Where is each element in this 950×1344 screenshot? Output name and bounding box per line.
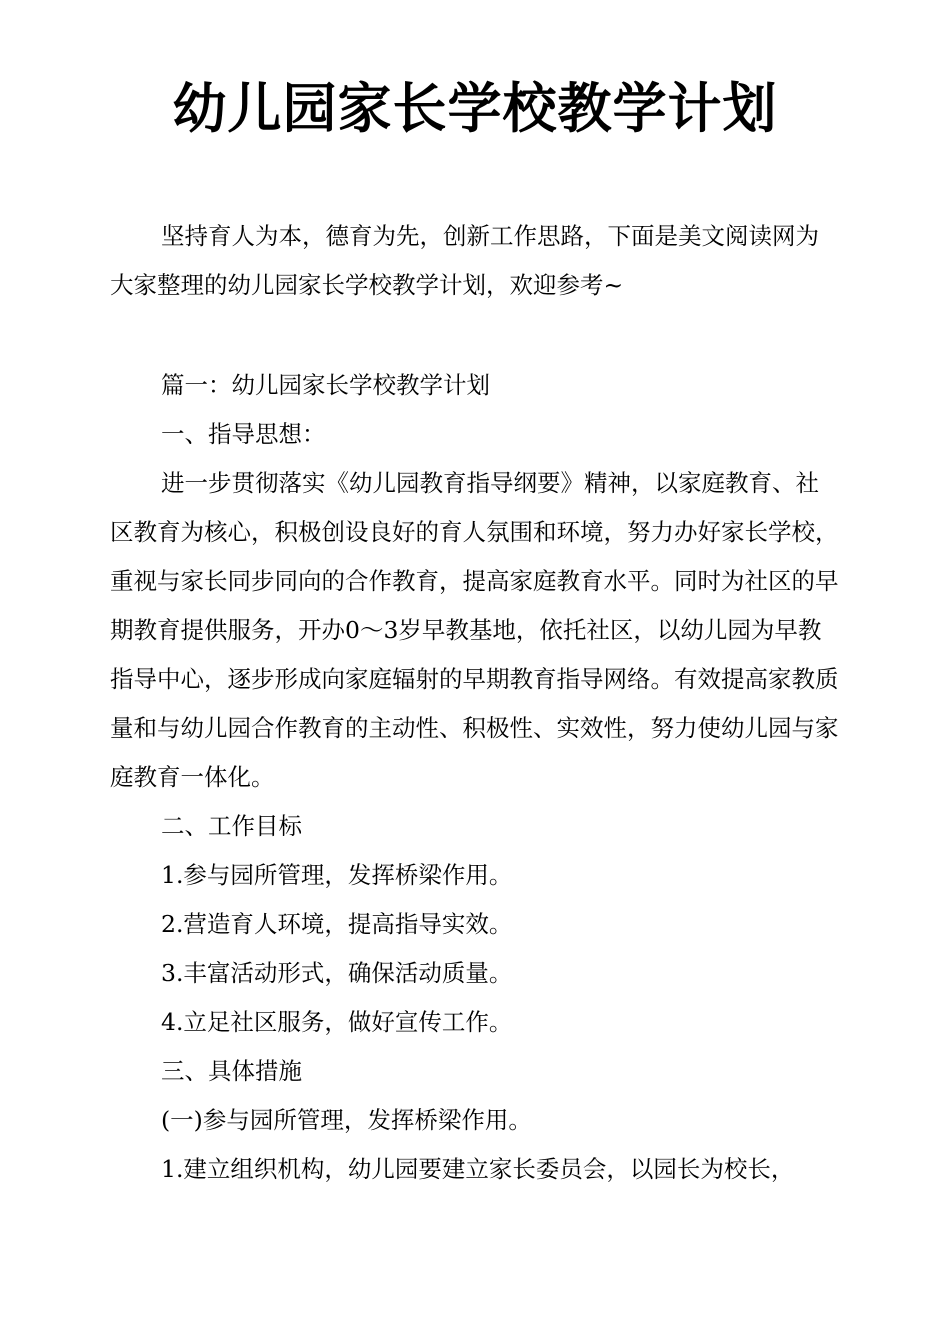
section-heading-guiding-thought: 一、指导思想： (161, 420, 326, 448)
goal-item: 4.立足社区服务，做好宣传工作。 (161, 1008, 513, 1036)
main-section (110, 361, 840, 1194)
section-heading-goals: 二、工作目标 (161, 812, 302, 840)
goal-item: 1.参与园所管理，发挥桥梁作用。 (161, 861, 513, 889)
guiding-thought-paragraph: 进一步贯彻落实《幼儿园教育指导纲要》精神，以家庭教育、社区教育为核心，积极创设良好的育人氛围和环境，努力办好家长学校，重视与家长同步同向的合作教育，提高家庭教育水平。同时为社区的早期教育提供服务，开办0～3岁早教基地，依托社区，以幼儿园为早教指导中心，逐步形成向家庭辐射的早期教育指导网络。有效提高家教质量和与幼儿园合作教育的主动性、积极性、实效性，努力使幼儿园与家庭教育一体化。 (110, 469, 839, 791)
measures-item: 1.建立组织机构，幼儿园要建立家长委员会，以园长为校长， (161, 1155, 795, 1183)
document-title: 幼儿园家长学校教学计划 (172, 77, 778, 140)
goal-item: 3.丰富活动形式，确保活动质量。 (161, 959, 513, 987)
section-heading-measures: 三、具体措施 (161, 1057, 302, 1085)
measures-subheading: (一)参与园所管理，发挥桥梁作用。 (161, 1106, 532, 1134)
intro-paragraph: 坚持育人为本，德育为先，创新工作思路，下面是美文阅读网为大家整理的幼儿园家长学校教学计划，欢迎参考~ (110, 222, 819, 299)
goal-item: 2.营造育人环境，提高指导实效。 (161, 910, 513, 938)
article-heading: 篇一：幼儿园家长学校教学计划 (161, 371, 490, 399)
intro-section (110, 212, 840, 310)
